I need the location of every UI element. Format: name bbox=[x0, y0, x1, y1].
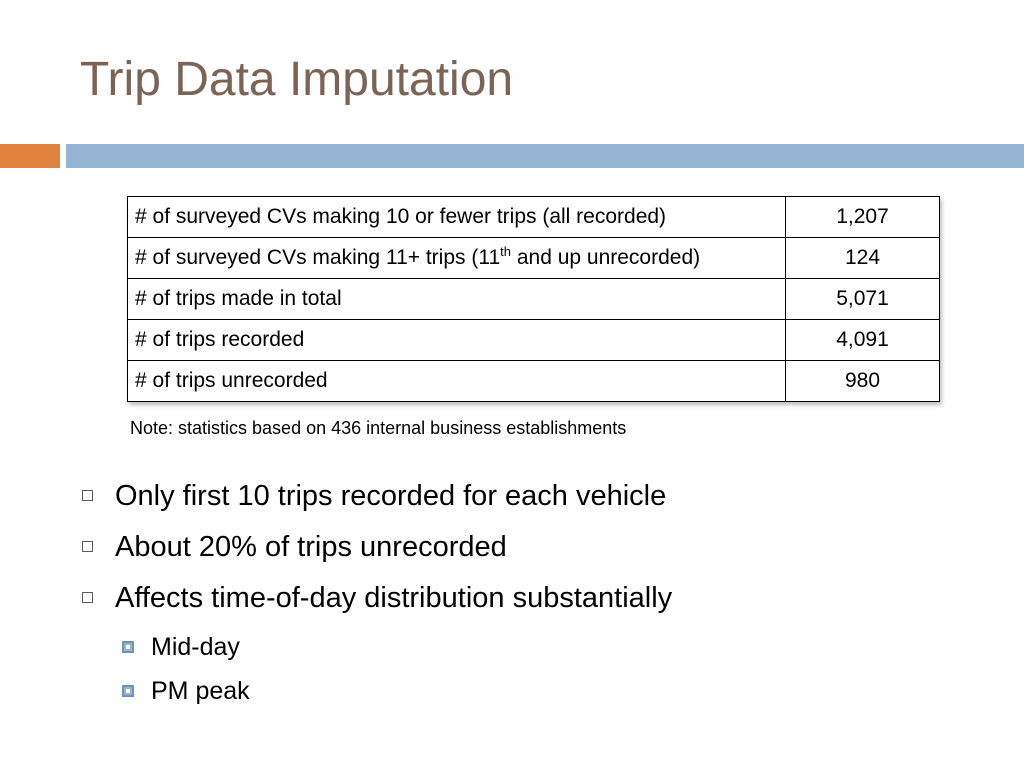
blue-square-bullet-icon bbox=[122, 685, 134, 697]
table-row-label: # of trips unrecorded bbox=[128, 361, 786, 402]
bullet-text: Affects time-of-day distribution substantially bbox=[115, 582, 673, 614]
bullet-item bbox=[82, 576, 672, 627]
header-accent-orange bbox=[0, 144, 60, 168]
table-row bbox=[128, 279, 940, 320]
sub-bullet-text: PM peak bbox=[151, 677, 250, 705]
table-row bbox=[128, 197, 940, 238]
header-accent-blue bbox=[66, 144, 1024, 168]
table-row-label: # of trips made in total bbox=[128, 279, 786, 320]
hollow-square-bullet-icon bbox=[82, 490, 93, 501]
bullet-text: Only first 10 trips recorded for each vehicle bbox=[115, 480, 667, 512]
table-row-value: 4,091 bbox=[786, 320, 940, 361]
table-row-label: # of trips recorded bbox=[128, 320, 786, 361]
bullet-text: About 20% of trips unrecorded bbox=[115, 531, 507, 563]
bullet-list bbox=[82, 474, 672, 715]
sub-bullet-item bbox=[82, 671, 672, 715]
hollow-square-bullet-icon bbox=[82, 592, 93, 603]
table-row-label: # of surveyed CVs making 10 or fewer trips (all recorded) bbox=[128, 197, 786, 238]
slide-title: Trip Data Imputation bbox=[80, 53, 514, 106]
sub-bullet-text: Mid-day bbox=[151, 633, 240, 661]
table-row-value: 980 bbox=[786, 361, 940, 402]
table-row bbox=[128, 361, 940, 402]
table-row bbox=[128, 320, 940, 361]
table-note: Note: statistics based on 436 internal business establishments bbox=[130, 418, 627, 438]
blue-square-bullet-icon bbox=[122, 641, 134, 653]
statistics-table bbox=[127, 196, 940, 402]
bullet-item bbox=[82, 474, 672, 525]
table-row-value: 5,071 bbox=[786, 279, 940, 320]
superscript: th bbox=[500, 244, 511, 259]
table-row-value: 1,207 bbox=[786, 197, 940, 238]
sub-bullet-item bbox=[82, 627, 672, 671]
table-row-value: 124 bbox=[786, 238, 940, 279]
bullet-item bbox=[82, 525, 672, 576]
hollow-square-bullet-icon bbox=[82, 541, 93, 552]
table-row bbox=[128, 238, 940, 279]
table-row-label: # of surveyed CVs making 11+ trips (11th and up unrecorded) bbox=[128, 238, 786, 279]
